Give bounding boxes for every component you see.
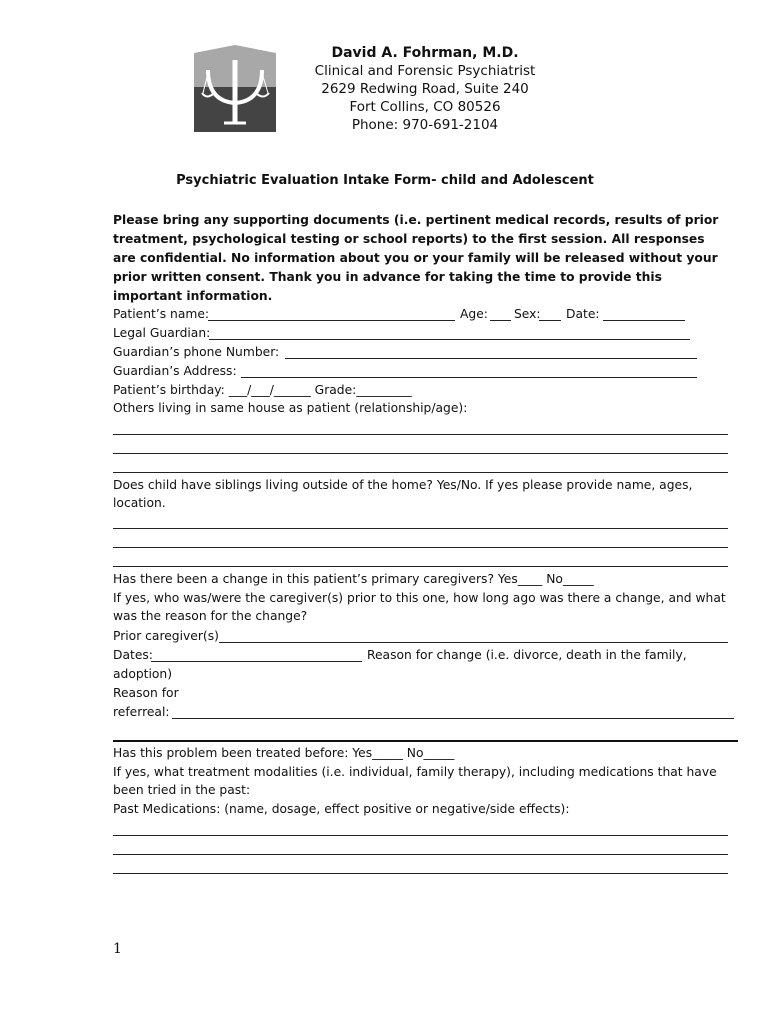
birthday-grade-line[interactable]: Patient’s birthday: ___/___/______ Grade:_________: [113, 383, 412, 397]
referral-field[interactable]: [172, 718, 734, 719]
sex-label: Sex:: [514, 307, 541, 321]
adoption-label: adoption): [113, 667, 173, 681]
reason-for-label: Reason for: [113, 686, 179, 700]
others-living-line-1[interactable]: [113, 434, 728, 435]
doctor-title: Clinical and Forensic Psychiatrist: [314, 63, 536, 79]
form-title: Psychiatric Evaluation Intake Form- child and Adolescent: [176, 173, 594, 188]
patient-name-field[interactable]: [208, 320, 455, 321]
siblings-line-1[interactable]: [113, 528, 728, 529]
doctor-name: David A. Fohrman, M.D.: [331, 45, 519, 61]
psychiatry-logo: [194, 45, 276, 132]
siblings-line-3[interactable]: [113, 566, 728, 567]
referral-label: referreal:: [113, 705, 170, 719]
legal-guardian-field[interactable]: [209, 339, 690, 340]
address-line-2: Fort Collins, CO 80526: [349, 99, 501, 115]
notice-paragraph: Please bring any supporting documents (i.e. pertinent medical records, results of prior treatment, psychological testing or school reports) to the first session. All responses are confidential. No information about you or your family will be released without your prior written consent. Thank you in advance for taking the time to provide this important information.: [113, 213, 719, 303]
caregiver-change-question[interactable]: Has there been a change in this patient’s primary caregivers? Yes____ No_____: [113, 572, 594, 586]
guardian-address-label: Guardian’s Address:: [113, 364, 237, 378]
treatment-modalities-question: If yes, what treatment modalities (i.e. individual, family therapy), including medications that have: [113, 765, 717, 779]
treatment-modalities-cont: been tried in the past:: [113, 783, 251, 797]
age-label: Age:: [460, 307, 488, 321]
page-number: 1: [113, 941, 122, 957]
prior-caregiver-field[interactable]: [219, 642, 728, 643]
date-field[interactable]: [603, 320, 685, 321]
past-medications-label: Past Medications: (name, dosage, effect positive or negative/side effects):: [113, 802, 570, 816]
age-field[interactable]: [490, 320, 511, 321]
siblings-question-cont: location.: [113, 496, 166, 510]
phone-line: Phone: 970-691-2104: [351, 117, 499, 133]
caregiver-prior-question-cont: was the reason for the change?: [113, 609, 308, 623]
caregiver-prior-question: If yes, who was/were the caregiver(s) prior to this one, how long ago was there a change, and what: [113, 591, 726, 605]
dates-label: Dates:: [113, 648, 153, 662]
reason-change-label: Reason for change (i.e. divorce, death in the family,: [367, 648, 687, 662]
address-line-1: 2629 Redwing Road, Suite 240: [321, 81, 529, 97]
section-divider: [113, 740, 738, 742]
siblings-question: Does child have siblings living outside of the home? Yes/No. If yes please provide name, ages,: [113, 478, 693, 492]
sex-field[interactable]: [539, 320, 561, 321]
guardian-phone-field[interactable]: [285, 358, 697, 359]
patient-name-label: Patient’s name:: [113, 307, 210, 321]
medications-line-3[interactable]: [113, 873, 728, 874]
prior-caregiver-label: Prior caregiver(s): [113, 629, 219, 643]
siblings-line-2[interactable]: [113, 547, 728, 548]
others-living-line-2[interactable]: [113, 453, 728, 454]
medications-line-2[interactable]: [113, 854, 728, 855]
others-living-line-3[interactable]: [113, 472, 728, 473]
others-living-label: Others living in same house as patient (relationship/age):: [113, 401, 468, 415]
date-label: Date:: [566, 307, 600, 321]
legal-guardian-label: Legal Guardian:: [113, 326, 211, 340]
medications-line-1[interactable]: [113, 835, 728, 836]
guardian-address-field[interactable]: [241, 377, 697, 378]
dates-field[interactable]: [151, 661, 362, 662]
guardian-phone-label: Guardian’s phone Number:: [113, 345, 280, 359]
treated-before-question[interactable]: Has this problem been treated before: Yes_____ No_____: [113, 746, 455, 760]
